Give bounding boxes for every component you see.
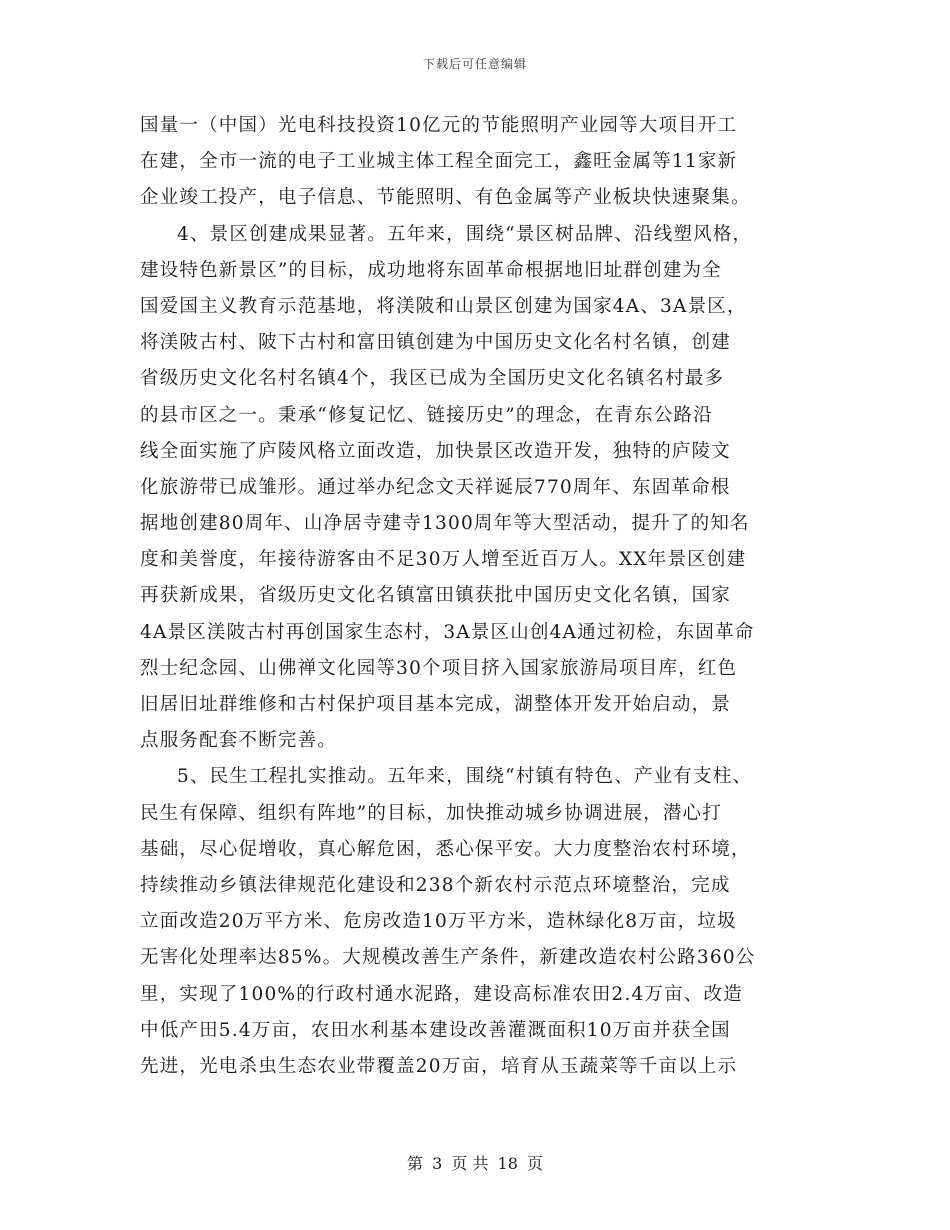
- footer-suffix: 页: [527, 1154, 544, 1173]
- text-line: 里，实现了100%的行政村通水泥路，建设高标准农田2.4万亩、改造: [140, 983, 743, 1005]
- header-text: 下载后可任意编辑: [422, 57, 527, 71]
- text-line: 旧居旧址群维修和古村保护项目基本完成，湖整体开发开始启动，景: [140, 694, 732, 715]
- footer-page-number: 3: [432, 1154, 443, 1173]
- text-line: 度和美誉度，年接待游客由不足30万人增至近百万人。XX年景区创建: [140, 549, 747, 571]
- text-line: 立面改造20万平方米、危房改造10万平方米，造林绿化8万亩，垃圾: [140, 911, 737, 933]
- text-line: 将渼陂古村、陂下古村和富田镇创建为中国历史文化名村名镇，创建: [140, 332, 732, 354]
- footer-middle: 页 共: [451, 1154, 489, 1173]
- text-line: 点服务配套不断完善。: [140, 730, 338, 752]
- text-line: 基础，尽心促增收，真心解危困，悉心保平安。大力度整治农村环境，: [140, 838, 751, 860]
- text-line: 化旅游带已成雏形。通过举办纪念文天祥诞辰770周年、东固革命根: [140, 476, 731, 498]
- text-line: 中低产田5.4万亩，农田水利基本建设改善灌溉面积10万亩并获全国: [140, 1019, 731, 1041]
- text-line: 先进，光电杀虫生态农业带覆盖20万亩，培育从玉蔬菜等千亩以上示: [140, 1055, 738, 1077]
- text-line: 再获新成果，省级历史文化名镇富田镇获批中国历史文化名镇，国家: [140, 585, 732, 607]
- text-line: 在建，全市一流的电子工业城主体工程全面完工，鑫旺金属等11家新: [140, 151, 738, 173]
- text-line: 4A景区渼陂古村再创国家生态村，3A景区山创4A通过初检，东固革命: [140, 621, 755, 643]
- text-line: 的县市区之一。秉承“修复记忆、链接历史”的理念，在青东公路沿: [140, 404, 713, 426]
- text-line: 国量一（中国）光电科技投资10亿元的节能照明产业园等大项目开工: [140, 115, 738, 136]
- text-line: 烈士纪念园、山佛禅文化园等30个项目挤入国家旅游局项目库，红色: [140, 657, 738, 679]
- text-line: 国爱国主义教育示范基地，将渼陂和山景区创建为国家4A、3A景区，: [140, 295, 747, 317]
- footer-total-pages: 18: [497, 1154, 518, 1173]
- text-line: 无害化处理率达85%。大规模改善生产条件，新建改造农村公路360公: [140, 947, 756, 969]
- text-line: 持续推动乡镇法律规范化建设和238个新农村示范点环境整治，完成: [140, 874, 731, 896]
- text-line: 省级历史文化名村名镇4个，我区已成为全国历史文化名镇名村最多: [140, 368, 725, 390]
- text-line: 企业竣工投产，电子信息、节能照明、有色金属等产业板块快速聚集。: [140, 187, 751, 209]
- text-line: 建设特色新景区”的目标，成功地将东固革命根据地旧址群创建为全: [140, 259, 722, 281]
- document-body: [140, 108, 815, 1085]
- footer-prefix: 第: [406, 1154, 423, 1173]
- text-line: 据地创建80周年、山净居寺建寺1300周年等大型活动，提升了的知名: [140, 513, 750, 535]
- text-line: 5、民生工程扎实推动。五年来，围绕“村镇有特色、产业有支柱、: [177, 766, 753, 788]
- page-footer: [0, 1151, 950, 1174]
- text-line: 民生有保障、组织有阵地”的目标，加快推动城乡协调进展，潜心打: [140, 802, 722, 824]
- text-line: 4、景区创建成果显著。五年来，围绕“景区树品牌、沿线塑风格，: [177, 223, 753, 245]
- page-header: [0, 55, 950, 72]
- text-line: 线全面实施了庐陵风格立面改造，加快景区改造开发，独特的庐陵文: [140, 440, 732, 462]
